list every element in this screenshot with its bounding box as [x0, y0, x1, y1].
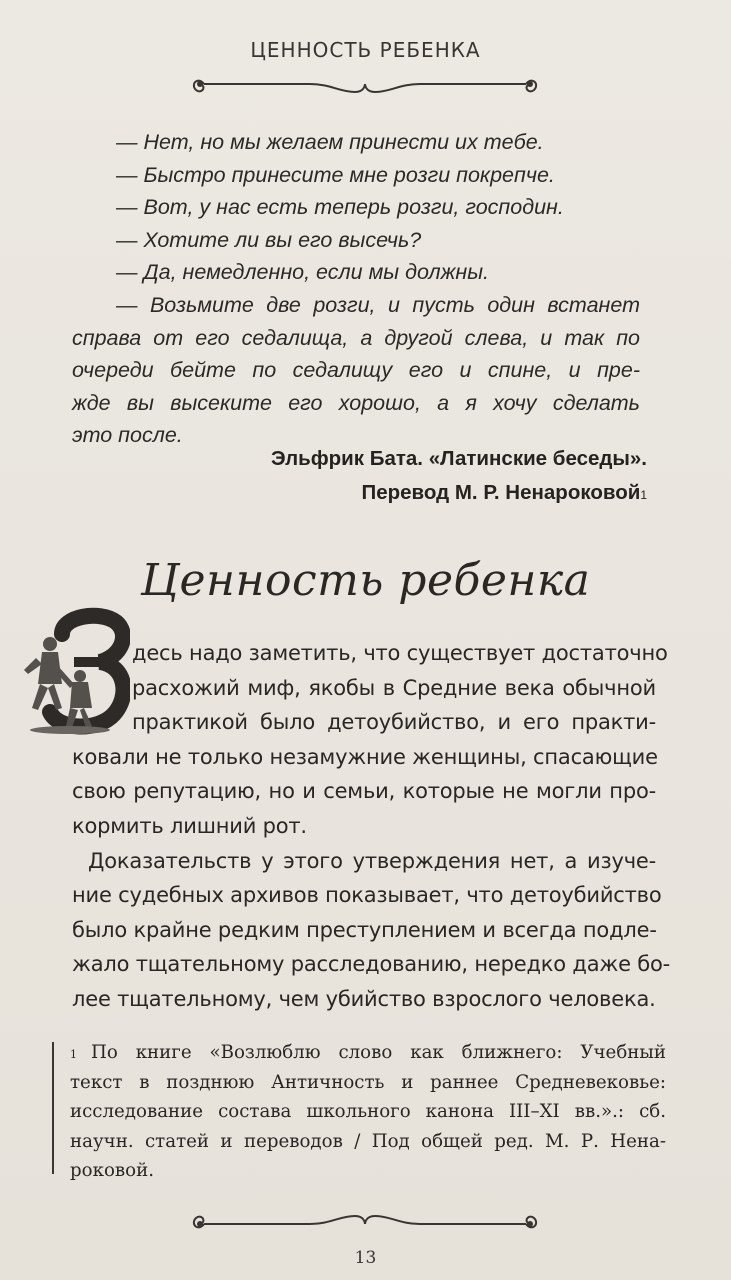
footnote-number: 1: [70, 1048, 77, 1061]
footnote-line: текст в позднюю Античность и раннее Средневековье:: [70, 1071, 666, 1093]
dialogue-line: жде вы высеките его хорошо, а я хочу сделать: [72, 390, 640, 415]
body-line: ние судебных архивов показывает, что детоубийство: [72, 883, 662, 908]
dialogue-line: это после.: [72, 423, 183, 448]
dialogue-line: — Возьмите две розги, и пусть один встанет: [116, 292, 640, 317]
body-line: ковали не только незамужние женщины, спасающие: [72, 744, 658, 769]
body-line: свою репутацию, но и семьи, которые не могли про-: [72, 779, 656, 804]
footnote-line: научн. статей и переводов / Под общей ред. М. Р. Нена-: [70, 1130, 666, 1152]
body-line: практикой было детоубийство, и его практи-: [132, 710, 656, 735]
body-line: кормить лишний рот.: [72, 813, 307, 838]
dialogue-line: — Хотите ли вы его высечь?: [116, 227, 422, 252]
dialogue-line: справа от его седалища, а другой слева, и так по: [72, 325, 640, 350]
body-line: десь надо заметить, что существует достаточно: [132, 641, 668, 665]
footer-ornament: [190, 1210, 540, 1238]
dialogue-line: — Да, немедленно, если мы должны.: [116, 260, 490, 285]
body-line: расхожий миф, якобы в Средние века обычной: [132, 675, 656, 700]
dialogue-line: — Вот, у нас есть теперь розги, господин.: [116, 195, 564, 220]
chapter-title: Ценность ребенка: [140, 555, 591, 606]
dialogue-line: очереди бейте по седалищу его и спине, и пре-: [72, 358, 640, 383]
footnote-line: исследование состава школьного канона III–XI вв.».: сб.: [70, 1101, 666, 1123]
footnote-rule: [52, 1042, 54, 1174]
dialogue-line: — Нет, но мы желаем принести их тебе.: [116, 130, 544, 154]
body-text: [72, 636, 671, 1017]
footnote-marker: 1: [640, 488, 647, 502]
attribution-source: Эльфрик Бата. «Латинские беседы».: [271, 447, 647, 470]
body-line: жало тщательному расследованию, нередко даже бо-: [72, 952, 671, 977]
footnote-line: роковой.: [70, 1160, 155, 1182]
running-head: ЦЕННОСТЬ РЕБЕНКА: [250, 38, 481, 62]
page-number: 13: [354, 1248, 377, 1268]
dialogue-line: — Быстро принесите мне розги покрепче.: [116, 162, 555, 187]
footnote: [70, 1038, 666, 1186]
dialogue-quote: [72, 126, 640, 452]
footnote-line: $^1$ По книге «Возлюблю слово как ближнего: Учебный: [70, 1042, 666, 1063]
body-line: было крайне редким преступлением и всегда подле-: [72, 917, 657, 942]
quote-attribution: [47, 442, 647, 510]
body-line: лее тщательному, чем убийство взрослого человека.: [72, 986, 656, 1011]
attribution-translator: Перевод М. Р. Ненароковой$^1$: [361, 481, 647, 504]
body-line: Доказательств у этого утверждения нет, а изуче-: [88, 848, 656, 873]
header-ornament: [190, 70, 540, 98]
